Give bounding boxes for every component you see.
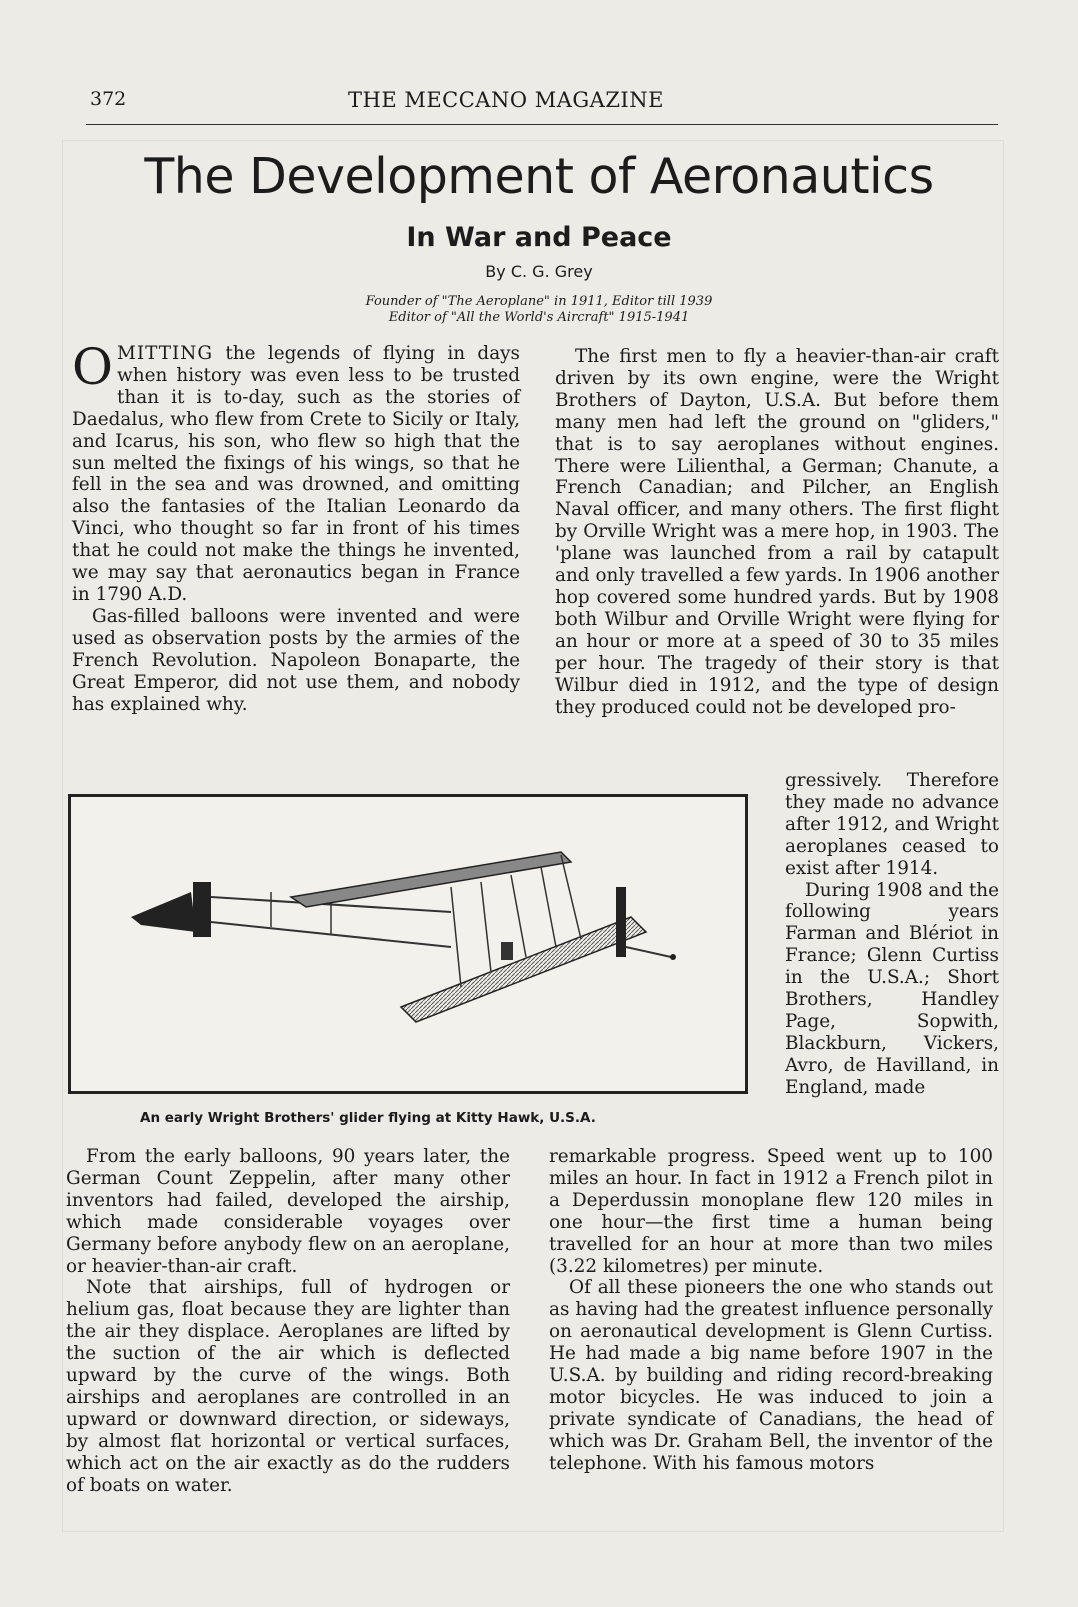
header-rule: [86, 124, 998, 125]
page-number: 372: [90, 88, 127, 110]
article-title: The Development of Aeronautics: [144, 148, 934, 205]
author-credit-line-1: Founder of "The Aeroplane" in 1911, Editor till 1939: [365, 294, 713, 309]
paragraph: During 1908 and the following years Farman and Blériot in France; Glenn Curtiss in the U.S.A.; Short Brothers, Handley Page, Sopwith, Blackburn, Vickers, Avro, de Havilland, in England, made: [785, 879, 999, 1098]
column-1: [72, 338, 520, 715]
paragraph: [72, 338, 520, 606]
column-2-continued: [785, 770, 999, 1099]
paragraph-text: the legends of flying in days when history was even less to be trusted than it is to-day, such as the stories of Daedalus, who flew from Crete to Sicily or Italy, and Icarus, his son, who flew so high that the sun melted the fixings of his wings, so that he fell in the sea and was drowned, and omitting also the fantasies of the Italian Leonardo da Vinci, who thought so far in front of his times that he could not make the things he invented, we may say that aeronautics began in France in 1790 A.D.: [72, 343, 520, 605]
running-header: THE MECCANO MAGAZINE: [348, 88, 664, 112]
paragraph: Gas-filled balloons were invented and were used as observation posts by the armies of the French Revolution. Napoleon Bonaparte, the Great Emperor, did not use them, and nobody has explained why.: [72, 605, 520, 715]
paragraph: gressively. Therefore they made no advance after 1912, and Wright aeroplanes ceased to exist after 1914.: [785, 770, 999, 879]
paragraph: The first men to fly a heavier-than-air craft driven by its own engine, were the Wright Brothers of Dayton, U.S.A. But before them many men had left the ground on "gliders," that is to say aeroplanes without engines. There were Lilienthal, a German; Chanute, a French Canadian; and Pilcher, an English Naval officer, and many others. The first flight by Orville Wright was a mere hop, in 1903. The 'plane was launched from a rail by catapult and only travelled a few yards. In 1906 another hop covered some hundred yards. But by 1908 both Wilbur and Orville Wright were flying for an hour or more at a speed of 30 to 35 miles per hour. The tragedy of their story is that Wilbur died in 1912, and the type of design they produced could not be developed pro-: [555, 346, 999, 718]
paragraph: Of all these pioneers the one who stands out as having had the greatest influence personally on aeronautical development is Glenn Curtiss. He had made a big name before 1907 in the U.S.A. by building and riding record-breaking motor bicycles. He was induced to join a private syndicate of Canadians, the head of which was Dr. Graham Bell, the inventor of the telephone. With his famous motors: [549, 1277, 993, 1474]
glider-illustration: [71, 797, 745, 1091]
column-3: [66, 1146, 510, 1497]
article-byline: By C. G. Grey: [485, 262, 593, 281]
lead-word: MITTING: [117, 343, 214, 364]
column-4: [549, 1146, 993, 1475]
author-credit-line-2: Editor of "All the World's Aircraft" 1915-1941: [388, 310, 690, 325]
paragraph: From the early balloons, 90 years later, the German Count Zeppelin, after many other inventors had failed, developed the airship, which made considerable voyages over Germany before anybody flew on an aeroplane, or heavier-than-air craft.: [66, 1146, 510, 1277]
article-subtitle: In War and Peace: [406, 222, 672, 253]
paragraph: remarkable progress. Speed went up to 100 miles an hour. In fact in 1912 a French pilot in a Deperdussin monoplane flew 120 miles in one hour—the first time a human being travelled for an hour at more than two miles (3.22 kilometres) per minute.: [549, 1146, 993, 1277]
column-2: [555, 346, 999, 718]
figure-caption: An early Wright Brothers' glider flying at Kitty Hawk, U.S.A.: [140, 1110, 596, 1126]
drop-cap: O: [72, 338, 113, 396]
glider-photograph: [68, 794, 748, 1094]
paragraph: Note that airships, full of hydrogen or helium gas, float because they are lighter than the air they displace. Aeroplanes are lifted by the suction of the air which is deflected upward by the curve of the wings. Both airships and aeroplanes are controlled in an upward or downward direction, or sideways, by almost flat horizontal or vertical surfaces, which act on the air exactly as do the rudders of boats on water.: [66, 1277, 510, 1496]
